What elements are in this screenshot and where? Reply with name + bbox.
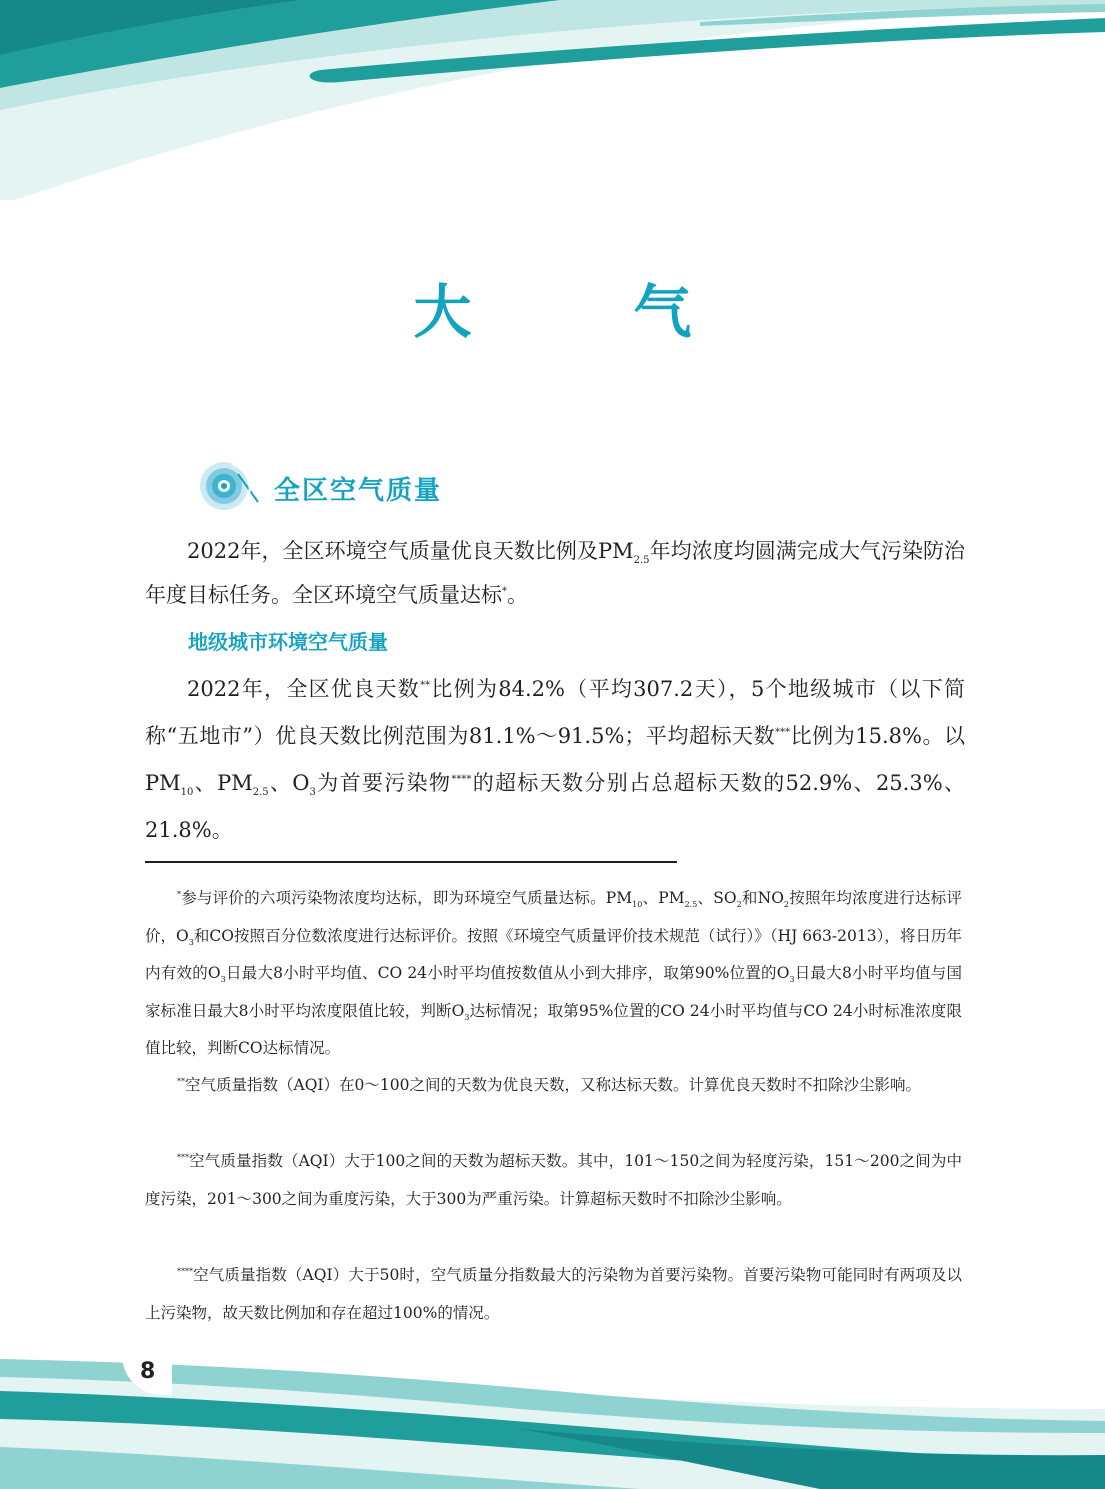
footnote-2: **空气质量指数（AQI）在0～100之间的天数为优良天数，又称达标天数。计算优良天数时不扣除沙尘影响。 [177,1076,921,1094]
page-title: 大 气 [413,278,744,346]
city-air-quality-paragraph: 2022年，全区优良天数**比例为84.2%（平均307.2天），5个地级城市（以下简称“五地市”）优良天数比例范围为81.1%～91.5%；平均超标天数***比例为15.8%。以$PM_{10}$、$PM_{2.5}$、$O_3$为首要污染物****的超标天数分别占总超标天数的52.9%、25.3%、21.8%。 [145,677,966,842]
section-heading: 全区空气质量 [274,476,443,506]
intro-paragraph: 2022年，全区环境空气质量优良天数比例及$PM_{2.5}$年均浓度均圆满完成大气污染防治年度目标任务。全区环境空气质量达标*。 [145,539,966,607]
page-number: 8 [140,1359,156,1384]
section-header [198,456,598,516]
footnote-3: ***空气质量指数（AQI）大于100之间的天数为超标天数。其中，101～150之间为轻度污染，151～200之间为中度污染，201～300之间为重度污染，大于300为严重污染。计算超标天数时不扣除沙尘影响。 [145,1152,962,1208]
footnote-divider [145,861,677,863]
footnote-1: *参与评价的六项污染物浓度均达标，即为环境空气质量达标。$PM_{10}$、$PM_{2.5}$、$SO_2$和$NO_2$按照年均浓度进行达标评价，$O_3$和CO按照百分位数浓度进行达标评价。按照《环境空气质量评价技术规范（试行）》（HJ 663-2013），将日历年内有效的$O_3$日最大8小时平均值、CO 24小时平均值按数值从小到大排序，取第90%位置的$O_3$日最大8小时平均值与国家标准日最大8小时平均浓度限值比较，判断$O_3$达标情况；取第95%位置的CO 24小时平均值与CO 24小时标准浓度限值比较，判断CO达标情况。 [145,889,962,1057]
footnote-4: ****空气质量指数（AQI）大于50时，空气质量分指数最大的污染物为首要污染物。首要污染物可能同时有两项及以上污染物，故天数比例加和存在超过100%的情况。 [145,1266,962,1322]
top-wave-decoration [0,0,1105,200]
concentric-circles-icon [198,456,268,516]
subsection-heading: 地级城市环境空气质量 [188,630,388,654]
